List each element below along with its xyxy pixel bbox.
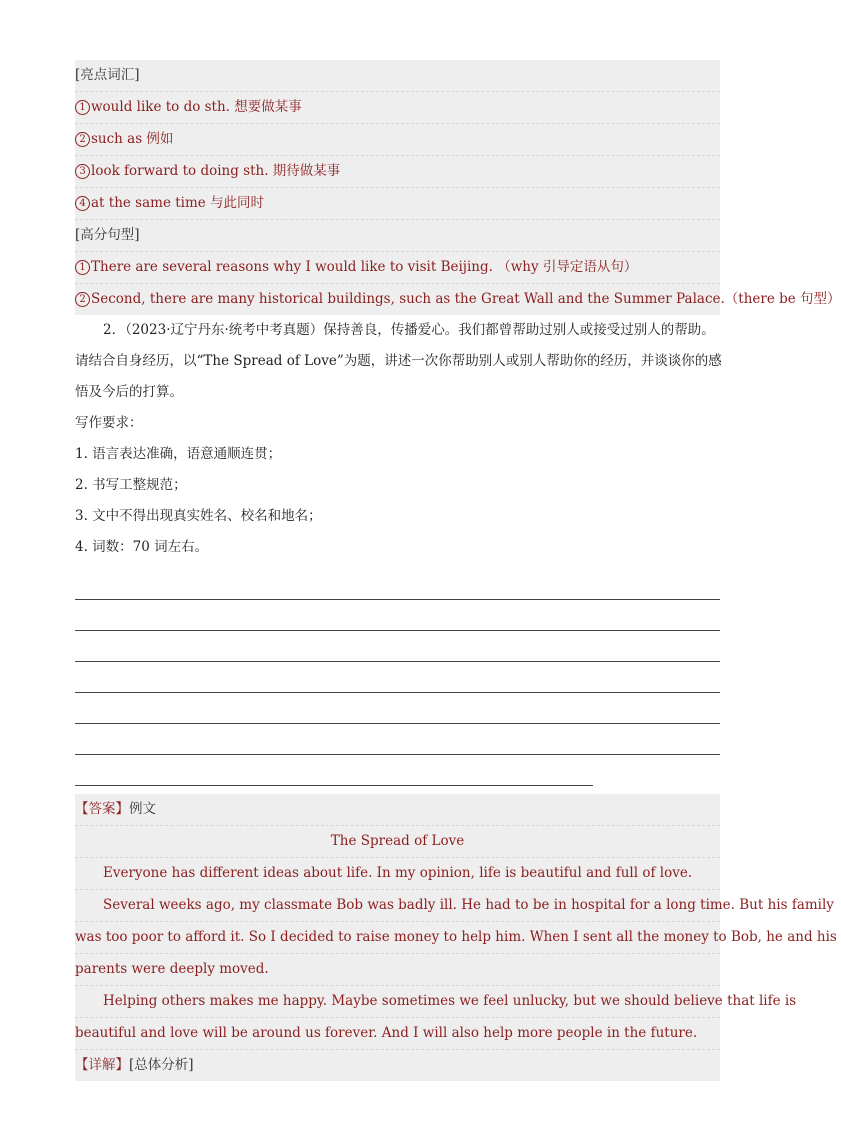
- sentence-title: [高分句型]: [75, 220, 720, 252]
- answer-label-suffix: 例文: [129, 801, 156, 817]
- requirement-item: 1. 语言表达准确，语意通顺连贯；: [75, 446, 282, 462]
- circled-number: 2: [75, 132, 90, 147]
- highlight-box: [75, 60, 841, 315]
- vocab-text: look forward to doing sth. 期待做某事: [91, 163, 341, 179]
- essay-paragraph-line: was too poor to afford it. So I decided to raise money to help him. When I sent all the money to Bob, he and his: [75, 922, 720, 954]
- question-line: 2．（2023·辽宁丹东·统考中考真题）保持善良，传播爱心。我们都曾帮助过别人或接受过别人的帮助。: [103, 322, 715, 338]
- essay-title: The Spread of Love: [75, 826, 720, 858]
- vocab-text: at the same time 与此同时: [91, 195, 265, 211]
- requirement-item: 4. 词数：70 词左右。: [75, 539, 209, 555]
- vocab-item: [75, 124, 720, 156]
- vocab-item: [75, 156, 720, 188]
- circled-number: 2: [75, 292, 90, 307]
- answer-label: 【答案】: [75, 801, 129, 817]
- writing-line[interactable]: [75, 600, 720, 631]
- question: [75, 315, 720, 563]
- essay-paragraph-line: beautiful and love will be around us forever. And I will also help more people in the future.: [75, 1018, 720, 1050]
- writing-line[interactable]: [75, 569, 720, 600]
- essay-paragraph: Helping others makes me happy. Maybe sometimes we feel unlucky, but we should believe that life is: [75, 986, 720, 1018]
- page: [75, 60, 841, 1081]
- essay-paragraph: Everyone has different ideas about life. In my opinion, life is beautiful and full of love.: [75, 858, 720, 890]
- requirement-item: 3. 文中不得出现真实姓名、校名和地名；: [75, 508, 322, 524]
- requirement-item: 2. 书写工整规范；: [75, 477, 187, 493]
- circled-number: 4: [75, 196, 90, 211]
- detail-heading: [75, 1050, 720, 1081]
- vocab-title: [亮点词汇]: [75, 60, 720, 92]
- answer-heading: [75, 794, 720, 826]
- circled-number: 3: [75, 164, 90, 179]
- vocab-item: [75, 92, 720, 124]
- essay-paragraph: Several weeks ago, my classmate Bob was badly ill. He had to be in hospital for a long time. But his family: [75, 890, 720, 922]
- writing-line[interactable]: [75, 755, 593, 786]
- answer-box: [75, 794, 837, 1081]
- question-line: 请结合自身经历，以“The Spread of Love”为题，讲述一次你帮助别人或别人帮助你的经历，并谈谈你的感: [75, 353, 722, 369]
- circled-number: 1: [75, 100, 90, 115]
- writing-line[interactable]: [75, 724, 720, 755]
- essay-paragraph-line: parents were deeply moved.: [75, 954, 720, 986]
- sentence-item: [75, 252, 720, 284]
- writing-line[interactable]: [75, 662, 720, 693]
- writing-line[interactable]: [75, 631, 720, 662]
- vocab-text: would like to do sth. 想要做某事: [91, 99, 302, 115]
- detail-label: 【详解】: [75, 1057, 129, 1073]
- sentence-text: There are several reasons why I would like to visit Beijing. （why 引导定语从句）: [91, 259, 638, 275]
- writing-line[interactable]: [75, 693, 720, 724]
- circled-number: 1: [75, 260, 90, 275]
- sentence-text: Second, there are many historical buildings, such as the Great Wall and the Summer Palace.（there be 句型）: [91, 291, 841, 307]
- detail-label-suffix: [总体分析]: [129, 1057, 194, 1073]
- question-line: 悟及今后的打算。: [75, 384, 183, 400]
- vocab-item: [75, 188, 720, 220]
- writing-lines: [75, 569, 720, 786]
- vocab-text: such as 例如: [91, 131, 174, 147]
- sentence-item: [75, 284, 841, 315]
- requirements-title: 写作要求：: [75, 415, 143, 431]
